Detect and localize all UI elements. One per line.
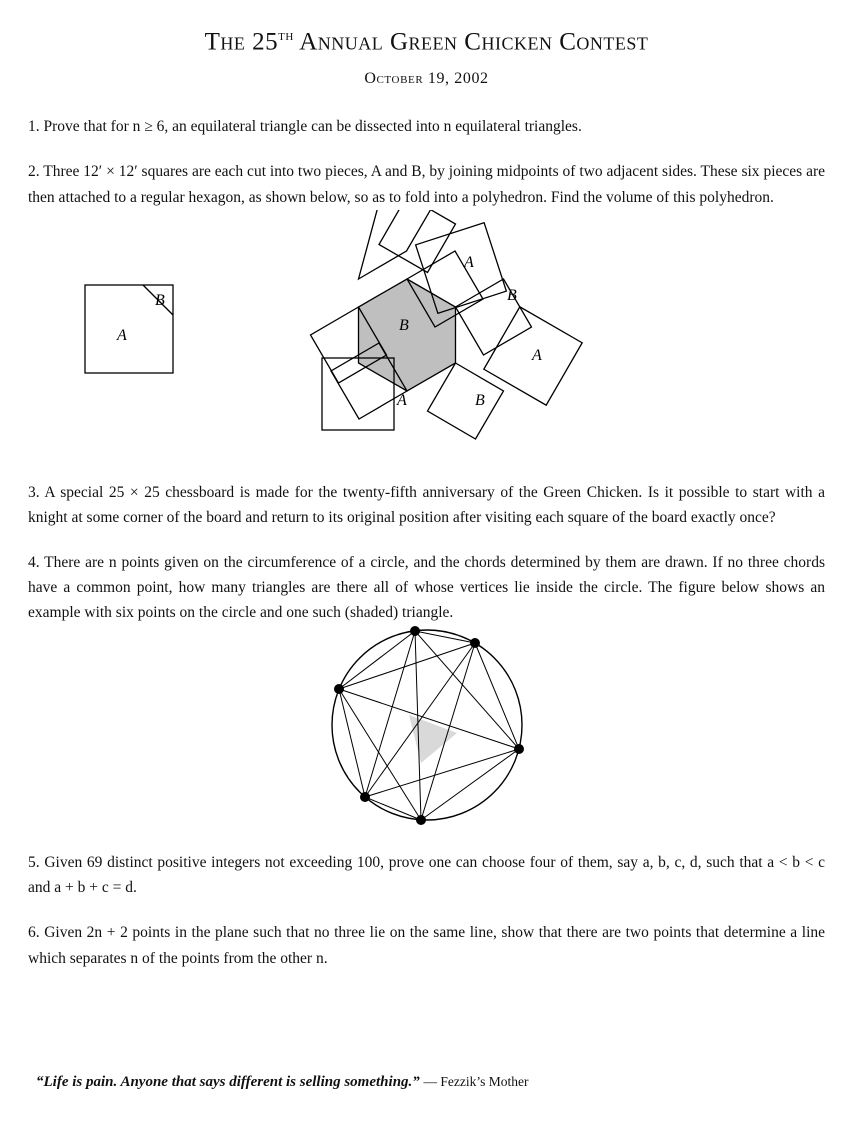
- net-label-b-2: B: [398, 316, 409, 334]
- problem-1: [28, 114, 825, 139]
- title-rest: Annual Green Chicken Contest: [299, 28, 649, 56]
- page-title: [0, 28, 853, 56]
- problem-6-number: 6.: [28, 924, 40, 942]
- net-label-a-1: A: [463, 253, 474, 271]
- problem-3: [28, 480, 825, 530]
- problem-5-text: Given 69 distinct positive integers not exceeding 100, prove one can choose four of them, say a, b, c, d, such that a < b < c and a + b + c = d.: [28, 854, 825, 897]
- circle-chords-svg: [277, 625, 577, 830]
- square-net-svg: [77, 210, 777, 460]
- problem-1-number: 1.: [28, 118, 40, 136]
- footer-quote: [36, 1074, 529, 1091]
- problem-4: [28, 550, 825, 625]
- problem-6-text: Given 2n + 2 points in the plane such that no three lie on the same line, show that there are two points that determine a line which separates n of the points from the other n.: [28, 924, 826, 967]
- net-label-a-2: A: [531, 346, 542, 364]
- square-label-a: A: [116, 326, 127, 344]
- problem-2-number: 2.: [28, 163, 40, 181]
- problem-6: [28, 920, 825, 970]
- quote-text: “Life is pain. Anyone that says different is selling something.”: [36, 1074, 420, 1090]
- problem-5-number: 5.: [28, 854, 40, 872]
- quote-attribution: — Fezzik’s Mother: [423, 1074, 529, 1089]
- square-label-b: B: [154, 291, 165, 309]
- problem-2: [28, 159, 825, 209]
- net-label-a-3: A: [396, 391, 407, 409]
- problem-1-text: Prove that for n ≥ 6, an equilateral triangle can be dissected into n equilateral triangles.: [43, 118, 582, 136]
- problem-3-text: A special 25 × 25 chessboard is made for the twenty-fifth anniversary of the Green Chicken. Is it possible to start with a knight at some corner of the board and return to its original position after visiting each square of the board exactly once?: [28, 483, 825, 526]
- problem-4-number: 4.: [28, 553, 40, 571]
- contest-date: October 19, 2002: [364, 70, 489, 88]
- net-label-b-1: B: [506, 286, 517, 304]
- problem-3-number: 3.: [28, 483, 40, 501]
- problems-container: [28, 114, 825, 970]
- hexagon-center: [358, 279, 455, 391]
- shaded-triangle: [409, 715, 457, 763]
- problem-5: [28, 850, 825, 900]
- net-label-b-3: B: [474, 391, 485, 409]
- problem-2-text: Three 12′ × 12′ squares are each cut into two pieces, A and B, by joining midpoints of two adjacent sides. These six pieces are then attached to a regular hexagon, as shown below, so as to fold into a polyhedron. Find the volume of this polyhedron.: [28, 163, 825, 206]
- figure-square-net: [28, 210, 825, 460]
- title-prefix: The 25: [204, 28, 279, 56]
- title-superscript: th: [278, 28, 294, 44]
- net-square-top: [379, 210, 456, 273]
- figure-circle-chords: [28, 625, 825, 830]
- problem-4-text: There are n points given on the circumference of a circle, and the chords determined by them are drawn. If no three chords have a common point, how many triangles are there all of whose vertices lie inside the circle. The figure below shows an example with six points on the circle and one such (shaded) triangle.: [28, 553, 825, 622]
